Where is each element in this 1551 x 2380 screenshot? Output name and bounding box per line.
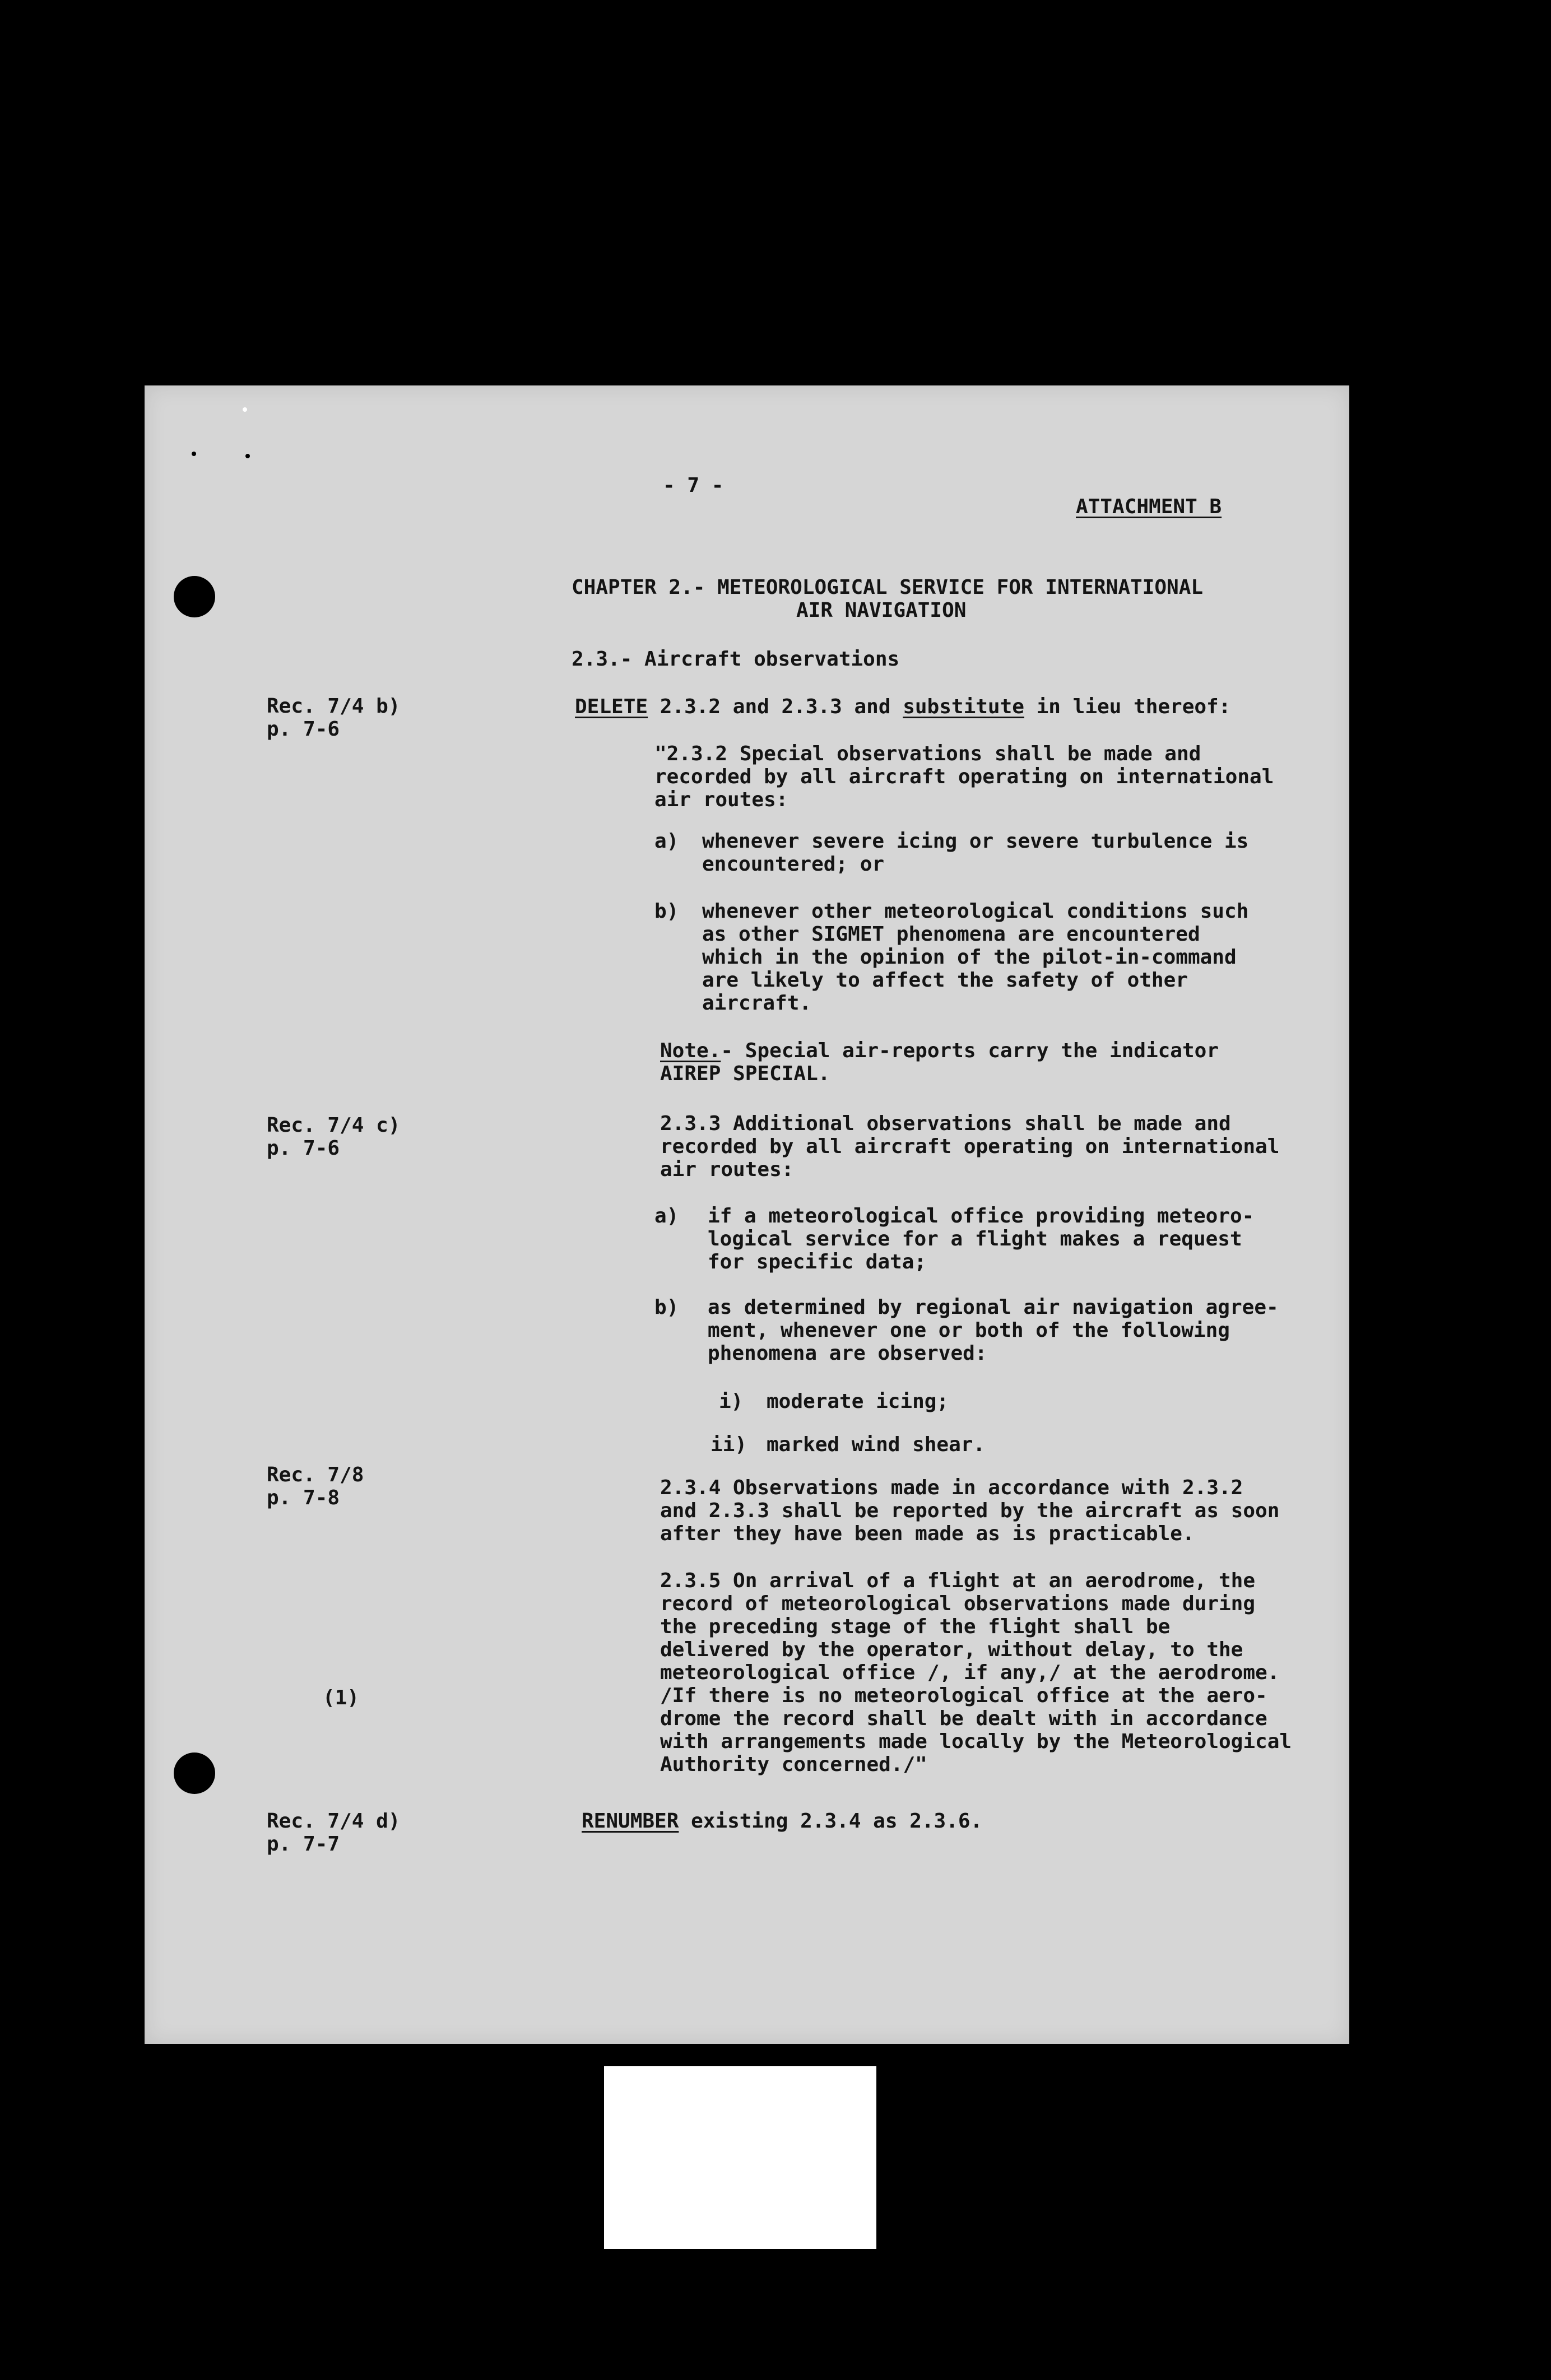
item-a2-line: logical service for a flight makes a request: [708, 1228, 1242, 1251]
margin-note-5-line1: Rec. 7/4 d): [267, 1810, 401, 1833]
para-235-line: the preceding stage of the flight shall be: [660, 1615, 1171, 1638]
margin-note-1-line1: Rec. 7/4 b): [267, 695, 401, 718]
margin-note-3-line2: p. 7-8: [267, 1486, 340, 1509]
page-number: - 7 -: [663, 474, 724, 497]
renumber-word: RENUMBER: [582, 1810, 679, 1833]
note-line2: AIREP SPECIAL.: [660, 1062, 830, 1085]
item-a2-label: a): [654, 1205, 679, 1228]
para-235-line: record of meteorological observations made during: [660, 1592, 1256, 1615]
speck: [192, 452, 196, 456]
sub-item-ii-text: marked wind shear.: [767, 1433, 986, 1456]
margin-note-1-line2: p. 7-6: [267, 718, 340, 741]
para-235-line: Authority concerned./": [660, 1753, 927, 1776]
para-235-line: /If there is no meteorological office at the aero-: [660, 1684, 1267, 1707]
margin-note-2-line2: p. 7-6: [267, 1137, 340, 1160]
para-233-line: air routes:: [660, 1158, 794, 1181]
para-234-line: 2.3.4 Observations made in accordance with 2.3.2: [660, 1476, 1243, 1499]
item-a2-line: for specific data;: [708, 1251, 927, 1273]
para-235-line: delivered by the operator, without delay, to the: [660, 1638, 1243, 1661]
item-b2-line: phenomena are observed:: [708, 1342, 987, 1365]
item-a1-line: encountered; or: [702, 853, 885, 876]
sub-item-ii-label: ii): [711, 1433, 747, 1456]
sub-item-i-text: moderate icing;: [767, 1390, 949, 1413]
speck: [245, 454, 250, 458]
item-b1-label: b): [654, 900, 679, 923]
chapter-heading-line2: AIR NAVIGATION: [796, 599, 967, 622]
para-235-line: with arrangements made locally by the Meteorological: [660, 1730, 1292, 1753]
item-b1-line: are likely to affect the safety of other: [702, 969, 1188, 992]
margin-note-3-line1: Rec. 7/8: [267, 1463, 364, 1486]
item-b2-line: ment, whenever one or both of the following: [708, 1319, 1230, 1342]
margin-note-5-line2: p. 7-7: [267, 1833, 340, 1856]
renumber-text: existing 2.3.4 as 2.3.6.: [679, 1810, 983, 1833]
para-234-line: and 2.3.3 shall be reported by the aircraft as soon: [660, 1499, 1280, 1522]
attachment-label: ATTACHMENT B: [1076, 495, 1222, 518]
section-heading: 2.3.- Aircraft observations: [572, 648, 900, 671]
para-235-line: drome the record shall be dealt with in accordance: [660, 1707, 1267, 1730]
para-232-line: air routes:: [654, 788, 788, 811]
speck: [243, 407, 247, 412]
substitute-word: substitute: [903, 695, 1024, 718]
item-b2-label: b): [654, 1296, 679, 1319]
item-b1-line: which in the opinion of the pilot-in-command: [702, 946, 1237, 969]
punch-hole: [174, 1753, 215, 1794]
document-page: [145, 385, 1349, 2044]
para-232-line: recorded by all aircraft operating on international: [654, 765, 1274, 788]
note-label: Note.: [660, 1039, 721, 1062]
item-a2-line: if a meteorological office providing meteoro-: [708, 1205, 1255, 1228]
sub-item-i-label: i): [719, 1390, 744, 1413]
item-a1-label: a): [654, 830, 679, 853]
para-234-line: after they have been made as is practicable.: [660, 1522, 1195, 1545]
punch-hole: [174, 576, 215, 617]
delete-mid: 2.3.2 and 2.3.3 and: [648, 695, 903, 718]
para-235-line: meteorological office /, if any,/ at the aerodrome.: [660, 1661, 1280, 1684]
renumber-instruction: [582, 1810, 982, 1833]
chapter-heading-line1: CHAPTER 2.- METEOROLOGICAL SERVICE FOR INTERNATIONAL: [572, 576, 1204, 599]
item-a1-line: whenever severe icing or severe turbulence is: [702, 830, 1249, 853]
item-b1-line: whenever other meteorological conditions such: [702, 900, 1249, 923]
delete-tail: in lieu thereof:: [1024, 695, 1231, 718]
item-b1-line: aircraft.: [702, 992, 812, 1015]
para-235-line: 2.3.5 On arrival of a flight at an aerodrome, the: [660, 1569, 1256, 1592]
item-b1-line: as other SIGMET phenomena are encountered: [702, 923, 1200, 946]
margin-note-2-line1: Rec. 7/4 c): [267, 1114, 401, 1137]
note: [660, 1039, 1219, 1062]
margin-note-4: (1): [323, 1686, 360, 1709]
delete-instruction: [575, 695, 1230, 718]
para-233-line: 2.3.3 Additional observations shall be made and: [660, 1112, 1231, 1135]
para-233-line: recorded by all aircraft operating on international: [660, 1135, 1280, 1158]
white-label-box: [604, 2066, 876, 2249]
para-232-line: "2.3.2 Special observations shall be made and: [654, 742, 1201, 765]
delete-word: DELETE: [575, 695, 648, 718]
note-text: - Special air-reports carry the indicator: [721, 1039, 1219, 1062]
item-b2-line: as determined by regional air navigation agree-: [708, 1296, 1279, 1319]
